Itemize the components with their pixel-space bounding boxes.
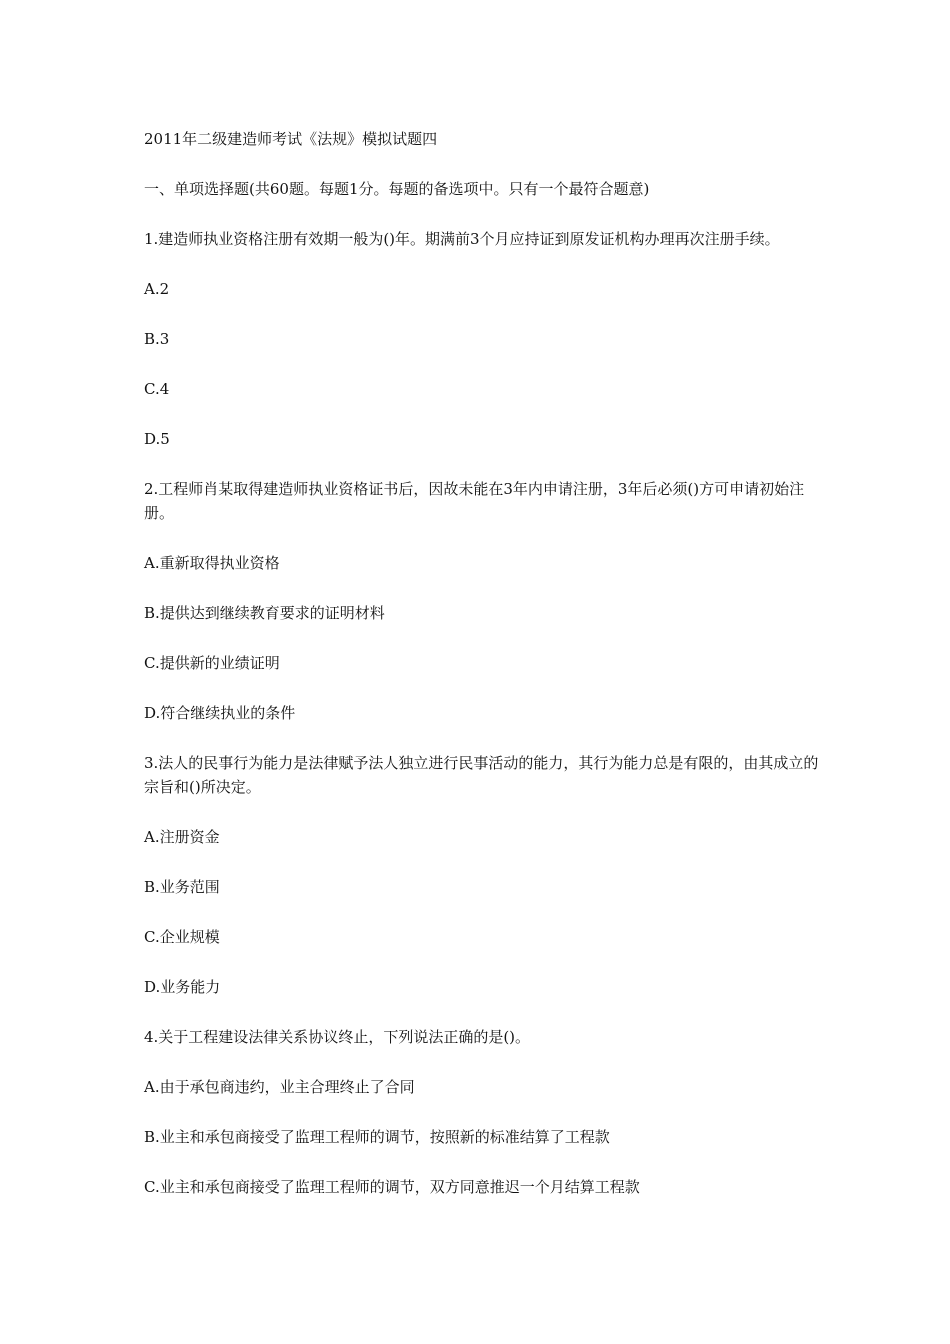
question-4-option-b: B.业主和承包商接受了监理工程师的调节，按照新的标准结算了工程款 [144,1128,610,1146]
document-page [144,127,820,1199]
question-1-stem: 1.建造师执业资格注册有效期一般为()年。期满前3个月应持证到原发证机构办理再次注册手续。 [144,230,780,248]
question-3-option-d: D.业务能力 [144,978,221,996]
question-4-option-c: C.业主和承包商接受了监理工程师的调节，双方同意推迟一个月结算工程款 [144,1178,640,1196]
section-header: 一、单项选择题(共60题。每题1分。每题的备选项中。只有一个最符合题意) [144,180,650,198]
document-title: 2011年二级建造师考试《法规》模拟试题四 [144,130,438,148]
question-2-option-d: D.符合继续执业的条件 [144,704,296,722]
question-3-option-b: B.业务范围 [144,878,220,896]
question-1-option-c: C.4 [144,380,170,398]
question-4-stem: 4.关于工程建设法律关系协议终止，下列说法正确的是()。 [144,1028,531,1046]
question-2-option-a: A.重新取得执业资格 [144,554,280,572]
question-1-option-a: A.2 [144,280,170,298]
question-2-option-c: C.提供新的业绩证明 [144,654,280,672]
question-3-stem: 3.法人的民事行为能力是法律赋予法人独立进行民事活动的能力，其行为能力总是有限的，由其成立的宗旨和()所决定。 [144,754,819,796]
question-1-option-b: B.3 [144,330,170,348]
question-1-option-d: D.5 [144,430,170,448]
question-2-stem: 2.工程师肖某取得建造师执业资格证书后，因故未能在3年内申请注册，3年后必须()方可申请初始注册。 [144,480,805,522]
question-3-option-a: A.注册资金 [144,828,220,846]
question-3-option-c: C.企业规模 [144,928,220,946]
question-2-option-b: B.提供达到继续教育要求的证明材料 [144,604,385,622]
question-4-option-a: A.由于承包商违约，业主合理终止了合同 [144,1078,415,1096]
